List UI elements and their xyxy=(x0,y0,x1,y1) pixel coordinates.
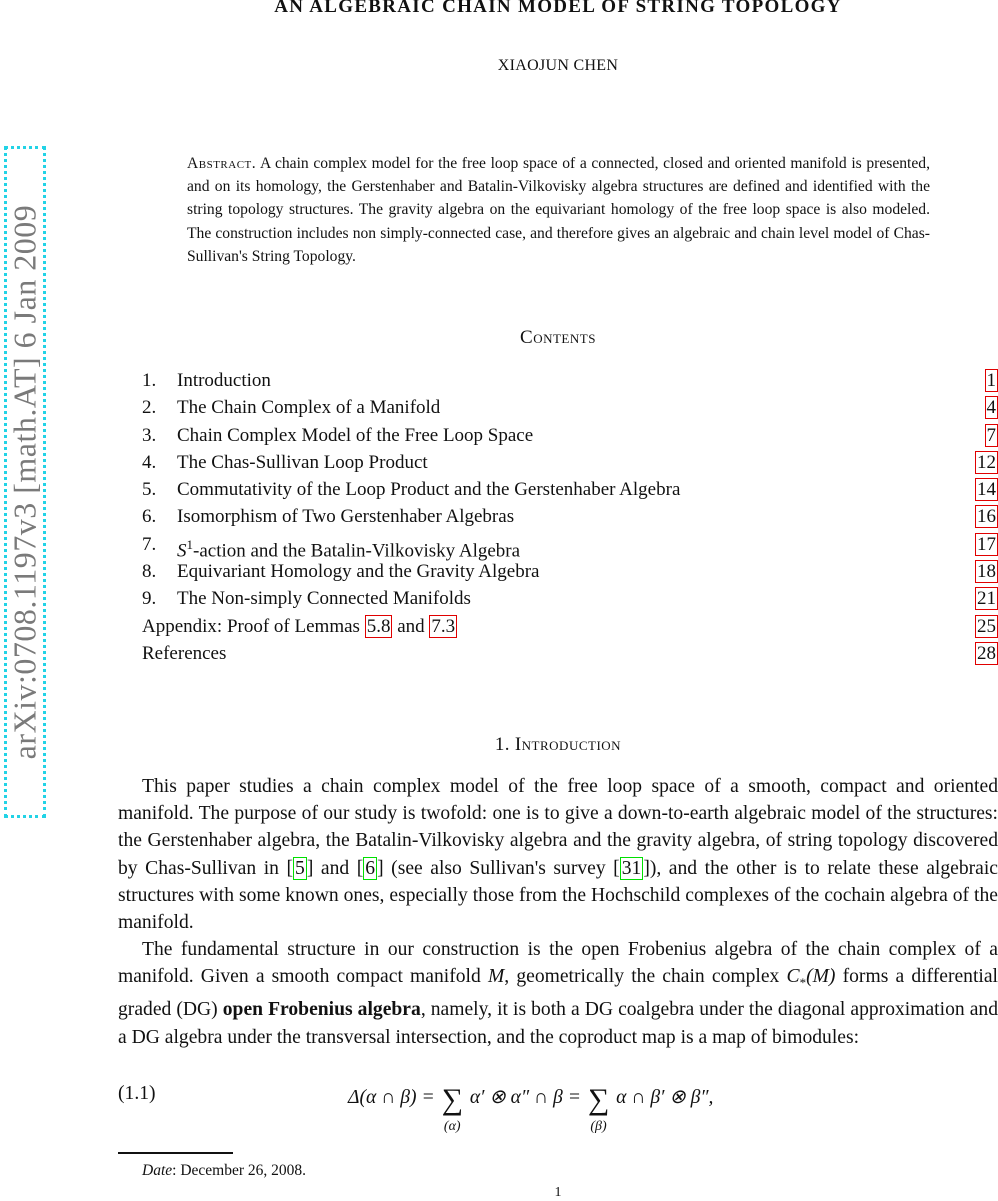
toc-page-link[interactable]: 16 xyxy=(975,505,998,528)
sigma-glyph: ∑ xyxy=(588,1083,609,1116)
citation-link[interactable]: 31 xyxy=(620,857,644,880)
toc-entry xyxy=(142,367,998,394)
toc-entry-number: 8. xyxy=(142,558,156,585)
toc-entry xyxy=(142,449,998,476)
toc-entry xyxy=(142,531,998,558)
sigma-glyph: ∑ xyxy=(442,1083,463,1116)
summation-index: (α) xyxy=(444,1119,461,1135)
footnote-label: Date xyxy=(142,1162,172,1179)
summation-symbol xyxy=(588,1083,609,1117)
toc-page-link[interactable]: 1 xyxy=(985,369,998,392)
math-subscript: * xyxy=(800,975,807,990)
toc-entry-label: The Non-simply Connected Manifolds xyxy=(177,585,471,612)
section-title: Introduction xyxy=(515,734,621,755)
toc-entry-number: 2. xyxy=(142,394,156,421)
citation-link[interactable]: 6 xyxy=(363,857,377,880)
toc-entry-label: The Chain Complex of a Manifold xyxy=(177,394,440,421)
toc-page-link[interactable]: 18 xyxy=(975,560,998,583)
toc-entry xyxy=(142,585,998,612)
paragraph-text: ] (see also Sullivan's survey [ xyxy=(377,858,620,879)
equation-1-1 xyxy=(118,1083,998,1143)
math-inline: (M) xyxy=(806,966,835,987)
toc-entry xyxy=(142,503,998,530)
page-number: 1 xyxy=(0,1185,998,1201)
abstract-text: A chain complex model for the free loop space of a connected, closed and oriented manifold is presented, and on its homology, the Gerstenhaber and Batalin-Vilkovisky algebra structures are defined and identified with the string topology structures. The gravity algebra on the equivariant homology of the free loop space is also modeled. The construction includes non simply-connected case, and therefore gives an algebraic and chain level model of Chas-Sullivan's String Topology. xyxy=(187,155,930,265)
footnote-text: : December 26, 2008. xyxy=(172,1162,306,1179)
intro-paragraph-2 xyxy=(118,936,998,1051)
toc-page-link[interactable]: 12 xyxy=(975,451,998,474)
toc-entry-appendix xyxy=(142,613,998,640)
footnote-divider xyxy=(118,1152,233,1154)
equation-lhs: Δ(α ∩ β) = xyxy=(348,1087,435,1108)
toc-entry-label-text: -action and the Batalin-Vilkovisky Algebra xyxy=(193,540,520,561)
lemma-link[interactable]: 7.3 xyxy=(429,615,457,638)
toc-entry-label: Isomorphism of Two Gerstenhaber Algebras xyxy=(177,503,514,530)
toc-entry-number: 4. xyxy=(142,449,156,476)
arxiv-identifier-stamp[interactable] xyxy=(4,146,46,818)
paragraph-text: The fundamental structure in our construction is the open Frobenius algebra of the chain complex of a manifold. Given a smooth compact manifold xyxy=(118,939,998,987)
abstract xyxy=(187,152,930,268)
toc-page-link[interactable]: 7 xyxy=(985,424,998,447)
toc-entry-number: 6. xyxy=(142,503,156,530)
contents-heading: Contents xyxy=(0,327,998,349)
appendix-label-text: Appendix: Proof of Lemmas xyxy=(142,616,360,637)
lemma-link[interactable]: 5.8 xyxy=(365,615,393,638)
toc-entry-number: 9. xyxy=(142,585,156,612)
toc-entry-label: References xyxy=(142,640,226,667)
equation-middle: α′ ⊗ α″ ∩ β = xyxy=(470,1087,581,1108)
toc-entry-number: 1. xyxy=(142,367,156,394)
section-number: 1. xyxy=(495,734,510,755)
toc-entry-number: 3. xyxy=(142,422,156,449)
toc-entry-label: Chain Complex Model of the Free Loop Space xyxy=(177,422,533,449)
toc-page-link[interactable]: 14 xyxy=(975,478,998,501)
toc-page-link[interactable]: 4 xyxy=(985,396,998,419)
toc-entry-label: Commutativity of the Loop Product and the Gerstenhaber Algebra xyxy=(177,476,680,503)
abstract-label: Abstract. xyxy=(187,155,256,172)
footnote-date xyxy=(142,1162,306,1180)
equation-rhs: α ∩ β′ ⊗ β″, xyxy=(616,1087,713,1108)
toc-entry xyxy=(142,394,998,421)
math-inline: C xyxy=(787,966,800,987)
emphasized-term: open Frobenius algebra xyxy=(223,999,421,1020)
toc-entry xyxy=(142,558,998,585)
paper-title: AN ALGEBRAIC CHAIN MODEL OF STRING TOPOLOGY xyxy=(0,0,998,18)
toc-page-link[interactable]: 21 xyxy=(975,587,998,610)
intro-paragraph-1 xyxy=(118,773,998,936)
toc-entry-label: The Chas-Sullivan Loop Product xyxy=(177,449,428,476)
toc-page-link[interactable]: 25 xyxy=(975,615,998,638)
toc-entry-number: 5. xyxy=(142,476,156,503)
math-superscript: 1 xyxy=(187,537,194,552)
paragraph-text: forms a differential graded (DG) xyxy=(118,966,998,1020)
table-of-contents xyxy=(142,367,998,667)
toc-entry xyxy=(142,476,998,503)
toc-entry xyxy=(142,422,998,449)
math-inline: M xyxy=(488,966,504,987)
toc-entry-label xyxy=(142,613,457,640)
toc-entry-references xyxy=(142,640,998,667)
paper-author: XIAOJUN CHEN xyxy=(0,57,998,75)
toc-page-link[interactable]: 28 xyxy=(975,642,998,665)
paragraph-text: ]), and the other is to relate these algebraic structures with some known ones, especially those from the Hochschild complexes of the cochain algebra of the manifold. xyxy=(118,858,998,933)
equation-body xyxy=(348,1083,713,1117)
paragraph-text: This paper studies a chain complex model of the free loop space of a smooth, compact and oriented manifold. The purpose of our study is twofold: one is to give a down-to-earth algebraic model of the structures: the Gerstenhaber algebra, the Batalin-Vilkovisky algebra and the gravity algebra, of string topology discovered by Chas-Sullivan in [ xyxy=(118,776,998,879)
connector-text: and xyxy=(397,616,424,637)
arxiv-identifier-text: arXiv:0708.1197v3 [math.AT] 6 Jan 2009 xyxy=(7,205,44,760)
paragraph-text: ] and [ xyxy=(307,858,363,879)
toc-entry-number: 7. xyxy=(142,531,156,558)
math-symbol-s: S xyxy=(177,540,187,561)
paragraph-text: , namely, it is both a DG coalgebra under the diagonal approximation and a DG algebra under the transversal intersection, and the coproduct map is a map of bimodules: xyxy=(118,999,998,1047)
summation-index: (β) xyxy=(590,1119,606,1135)
paragraph-text: , geometrically the chain complex xyxy=(504,966,786,987)
toc-entry-label: Introduction xyxy=(177,367,271,394)
citation-link[interactable]: 5 xyxy=(293,857,307,880)
equation-number: (1.1) xyxy=(118,1083,156,1105)
section-heading xyxy=(0,734,998,756)
toc-page-link[interactable]: 17 xyxy=(975,533,998,556)
summation-symbol xyxy=(442,1083,463,1117)
toc-entry-label: Equivariant Homology and the Gravity Algebra xyxy=(177,558,540,585)
